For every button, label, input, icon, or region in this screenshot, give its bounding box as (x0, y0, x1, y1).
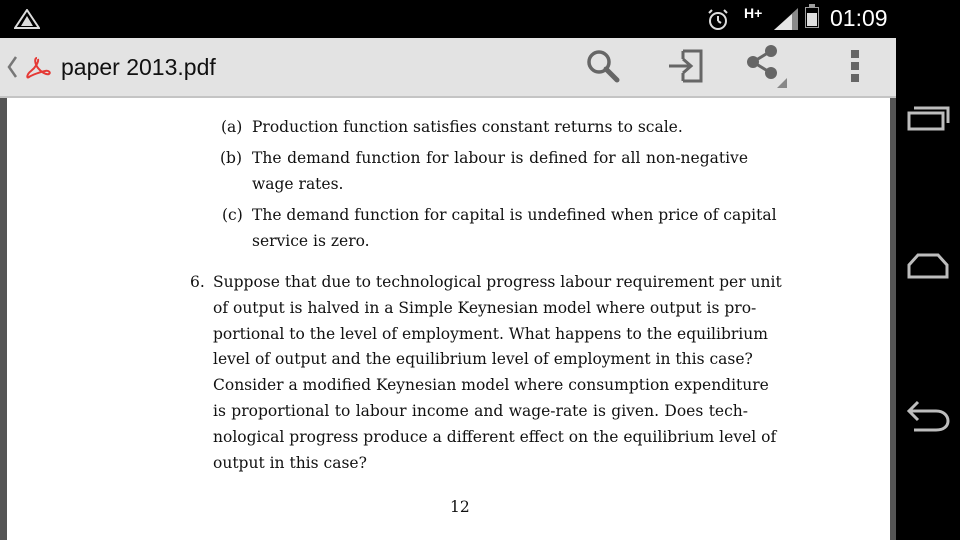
question-text-line: Consider a modified Keynesian model where consumption expenditure (213, 376, 769, 394)
navigation-bar (896, 0, 960, 540)
option-text-line: Production function satisfies constant returns to scale. (252, 118, 683, 136)
back-chevron-icon[interactable] (5, 54, 19, 84)
search-button[interactable] (583, 50, 623, 86)
question-text-line: nological progress produce a different effect on the equilibrium level of (213, 428, 777, 446)
page-number: 12 (450, 498, 470, 516)
status-bar (0, 0, 896, 38)
option-label: (c) (222, 206, 243, 224)
more-vert-icon (849, 49, 861, 87)
option-label: (a) (221, 118, 243, 136)
network-type: H+ (744, 5, 763, 21)
document-title: paper 2013.pdf (61, 54, 216, 80)
option-text-line: The demand function for labour is defined for all non-negative (252, 149, 748, 167)
battery-icon (805, 7, 819, 28)
question-text-line: of output is halved in a Simple Keynesian model where output is pro- (213, 299, 757, 317)
question-text-line: portional to the level of employment. What happens to the equilibrium (213, 325, 768, 343)
question-number: 6. (190, 273, 205, 291)
option-text-line: The demand function for capital is undefined when price of capital (252, 206, 777, 224)
overflow-menu-button[interactable] (835, 50, 875, 86)
back-button[interactable] (904, 398, 952, 438)
share-icon (743, 44, 791, 92)
recent-apps-icon (906, 103, 950, 137)
export-icon (667, 48, 703, 88)
action-bar (0, 38, 896, 98)
back-arrow-icon (904, 399, 952, 437)
recent-apps-button[interactable] (904, 100, 952, 140)
pdf-icon (25, 56, 51, 84)
alarm-icon (706, 8, 730, 36)
home-icon (906, 251, 950, 285)
document-page (7, 98, 890, 540)
share-button[interactable] (747, 50, 787, 86)
signal-icon (774, 8, 800, 34)
export-button[interactable] (665, 50, 705, 86)
search-icon (585, 48, 621, 88)
question-text-line: output in this case? (213, 454, 367, 472)
question-text-line: Suppose that due to technological progress labour requirement per unit (213, 273, 782, 291)
clock: 01:09 (830, 5, 888, 31)
app-logo-icon (14, 9, 40, 33)
question-text-line: is proportional to labour income and wage-rate is given. Does tech- (213, 402, 748, 420)
document-viewer[interactable] (0, 98, 896, 540)
option-text-line: service is zero. (252, 232, 370, 250)
option-text-line: wage rates. (252, 175, 344, 193)
question-text-line: level of output and the equilibrium level of employment in this case? (213, 350, 753, 368)
home-button[interactable] (904, 248, 952, 288)
option-label: (b) (220, 149, 243, 167)
